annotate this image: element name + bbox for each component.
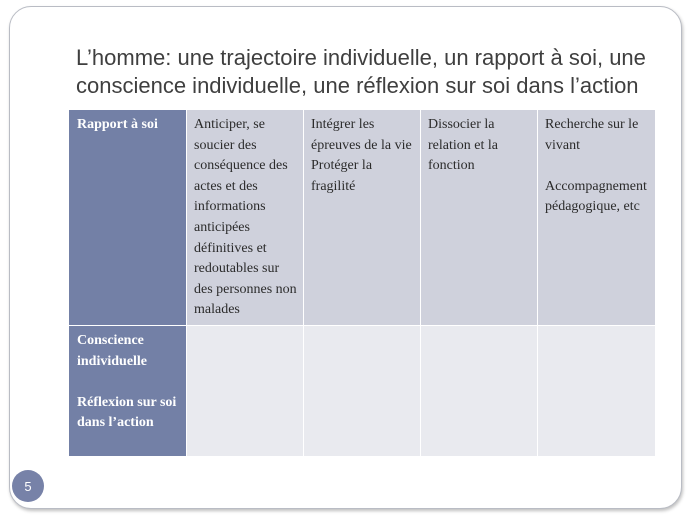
- row-header-rapport-a-soi: Rapport à soi: [69, 110, 187, 326]
- slide-title-line-2: conscience individuelle, une réflexion sur soi dans l’action: [76, 73, 639, 98]
- slide-title-line-1: L’homme: une trajectoire individuelle, un rapport à soi, une: [76, 45, 646, 70]
- table-cell: [538, 325, 656, 456]
- table-cell: [304, 325, 421, 456]
- table-cell: Anticiper, se soucier des conséquence des actes et des informations anticipées définitives et redoutables sur des personnes non malades: [187, 110, 304, 326]
- table-cell: [421, 325, 538, 456]
- content-table: [68, 109, 656, 457]
- table-cell: Recherche sur le vivant Accompagnement pédagogique, etc: [538, 110, 656, 326]
- slide-title: [76, 44, 676, 100]
- table-row: [69, 110, 656, 326]
- page-number: 5: [24, 478, 32, 494]
- table-cell: Dissocier la relation et la fonction: [421, 110, 538, 326]
- table-cell: Intégrer les épreuves de la vie Protéger la fragilité: [304, 110, 421, 326]
- row-header-conscience-individuelle: Conscience individuelle Réflexion sur soi dans l’action: [69, 325, 187, 456]
- table-row: [69, 325, 656, 456]
- table-cell: [187, 325, 304, 456]
- page-number-badge: [12, 470, 44, 502]
